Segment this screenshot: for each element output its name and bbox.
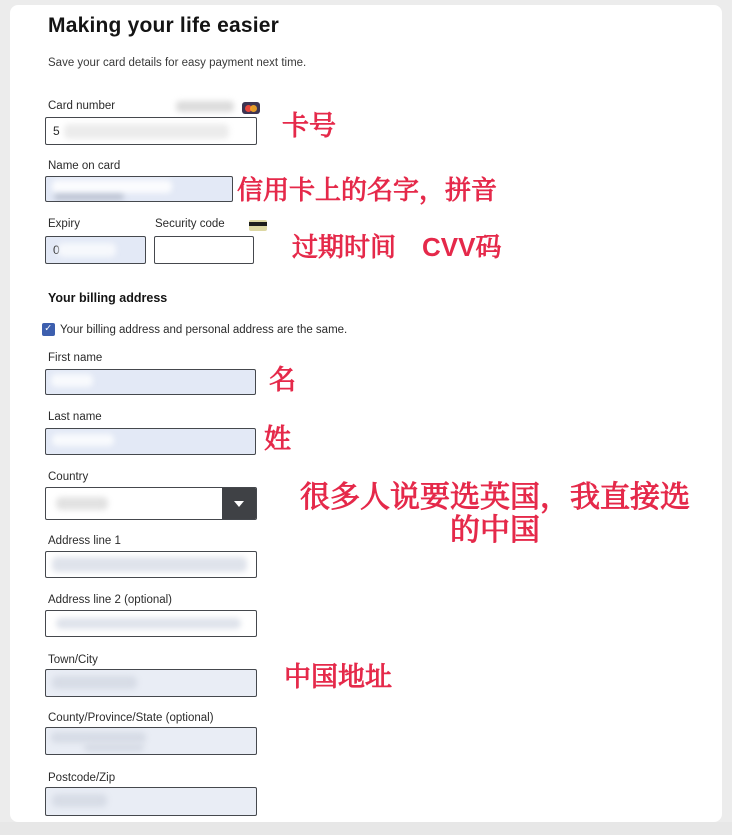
security-code-label: Security code xyxy=(155,218,225,230)
redacted-value xyxy=(56,618,241,629)
town-city-label: Town/City xyxy=(48,654,98,666)
town-city-input[interactable] xyxy=(45,669,257,697)
page-subtitle: Save your card details for easy payment next time. xyxy=(48,57,307,69)
redacted-value xyxy=(64,124,229,139)
expiry-input[interactable] xyxy=(45,236,146,264)
country-label: Country xyxy=(48,471,89,483)
redacted-value xyxy=(52,180,172,193)
redacted-value xyxy=(56,497,108,510)
expiry-label: Expiry xyxy=(48,218,80,230)
redacted-value xyxy=(176,101,234,112)
last-name-label: Last name xyxy=(48,411,102,423)
redacted-value xyxy=(52,676,137,689)
address-line-2-label: Address line 2 (optional) xyxy=(48,594,173,606)
page-bottom-strip xyxy=(0,822,732,835)
annotation-expiry-cvv: 过期时间 CVV码 xyxy=(292,232,502,262)
chevron-down-icon xyxy=(234,501,244,507)
annotation-last-name: 姓 xyxy=(264,424,291,454)
first-name-input[interactable] xyxy=(45,369,256,395)
county-province-state-label: County/Province/State (optional) xyxy=(48,712,214,724)
redacted-value xyxy=(54,194,124,200)
card-number-input[interactable] xyxy=(45,117,257,145)
name-on-card-label: Name on card xyxy=(48,160,121,172)
first-name-label: First name xyxy=(48,352,103,364)
last-name-input[interactable] xyxy=(45,428,256,455)
redacted-value xyxy=(51,732,146,743)
redacted-value xyxy=(52,557,247,572)
same-address-checkbox[interactable]: ✓ xyxy=(42,323,55,336)
postcode-zip-input[interactable] xyxy=(45,787,257,816)
redacted-value xyxy=(52,434,114,446)
annotation-card-number: 卡号 xyxy=(282,111,336,141)
redacted-value xyxy=(58,243,116,257)
annotation-address: 中国地址 xyxy=(284,662,392,692)
redacted-value xyxy=(52,794,107,807)
annotation-country-line2: 的中国 xyxy=(450,514,540,547)
cvv-card-icon xyxy=(249,220,267,231)
annotation-first-name: 名 xyxy=(269,365,296,395)
billing-address-heading: Your billing address xyxy=(48,291,168,305)
country-select[interactable] xyxy=(45,487,257,520)
annotation-name-on-card: 信用卡上的名字，拼音 xyxy=(237,175,498,205)
annotation-country-line1: 很多人说要选英国，我直接选 xyxy=(300,481,690,514)
redacted-value xyxy=(51,374,93,387)
address-line-1-input[interactable] xyxy=(45,551,257,578)
mastercard-icon xyxy=(242,102,260,114)
address-line-1-label: Address line 1 xyxy=(48,535,121,547)
address-line-2-input[interactable] xyxy=(45,610,257,637)
postcode-zip-label: Postcode/Zip xyxy=(48,772,116,784)
county-province-state-input[interactable] xyxy=(45,727,257,755)
card-number-label: Card number xyxy=(48,100,116,112)
country-dropdown-button[interactable] xyxy=(222,488,256,519)
name-on-card-input[interactable] xyxy=(45,176,233,202)
annotation-country xyxy=(277,481,713,547)
same-address-label: Your billing address and personal address are the same. xyxy=(60,324,348,336)
security-code-input[interactable] xyxy=(154,236,254,264)
redacted-value xyxy=(84,743,144,752)
page-title: Making your life easier xyxy=(48,14,280,37)
